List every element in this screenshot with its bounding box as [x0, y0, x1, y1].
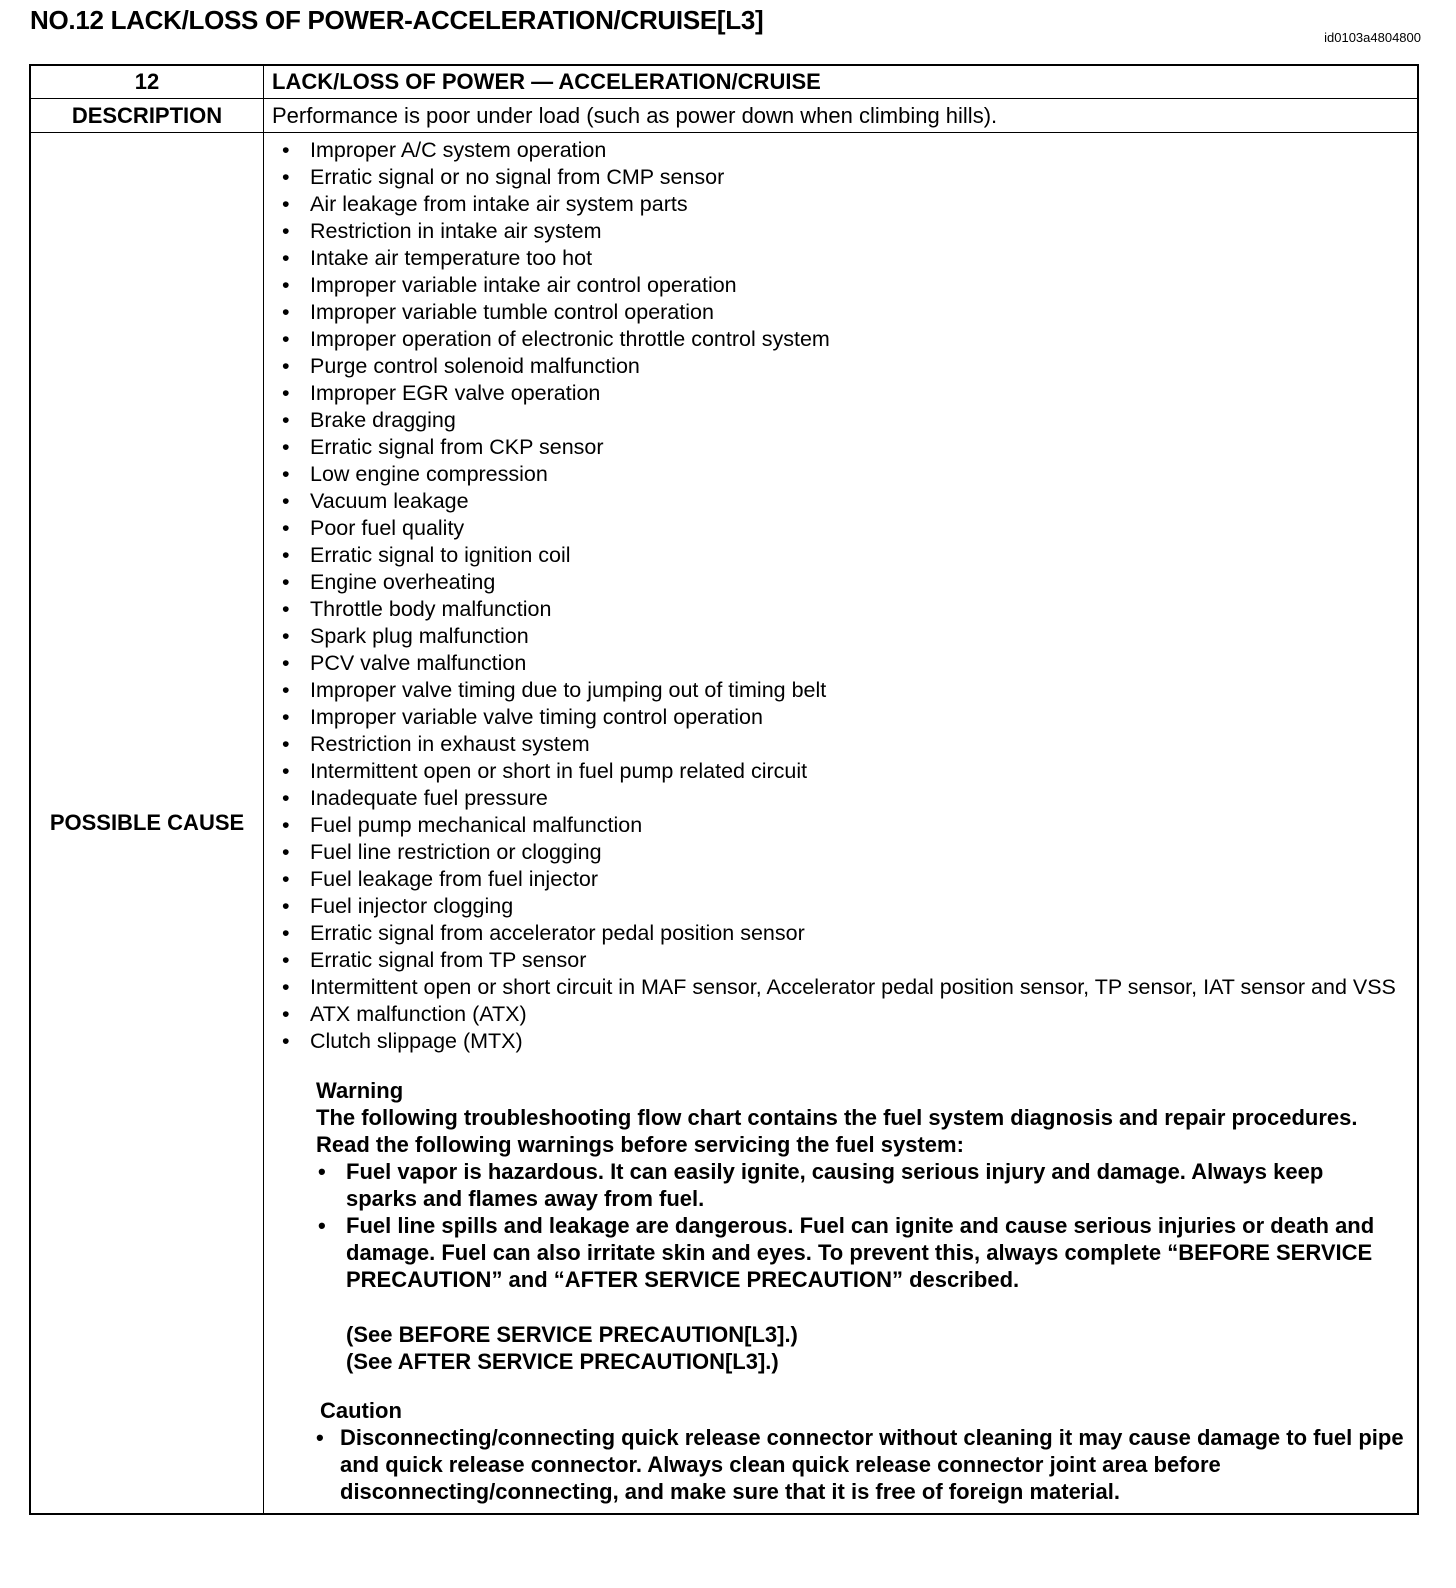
- list-item: • Low engine compression: [272, 461, 1397, 488]
- warning-list: [316, 1158, 1397, 1293]
- list-item: • Improper variable intake air control operation: [272, 272, 1397, 299]
- possible-cause-label: POSSIBLE CAUSE: [30, 133, 264, 1515]
- list-item: • Brake dragging: [272, 407, 1397, 434]
- list-item: • Spark plug malfunction: [272, 623, 1397, 650]
- list-item: • Poor fuel quality: [272, 515, 1397, 542]
- warning-intro: The following troubleshooting flow chart contains the fuel system diagnosis and repair procedures. Read the following warnings before servicing the fuel system:: [316, 1105, 1358, 1157]
- list-item: • Erratic signal to ignition coil: [272, 542, 1397, 569]
- list-item: • Erratic signal or no signal from CMP sensor: [272, 164, 1397, 191]
- list-item: • Erratic signal from accelerator pedal position sensor: [272, 920, 1397, 947]
- list-item: • Intake air temperature too hot: [272, 245, 1397, 272]
- page-title: NO.12 LACK/LOSS OF POWER-ACCELERATION/CRUISE[L3]: [30, 5, 764, 35]
- list-item: • Improper variable valve timing control operation: [272, 704, 1397, 731]
- see-references: [346, 1321, 1397, 1375]
- list-item: • Inadequate fuel pressure: [272, 785, 1397, 812]
- list-item: • Intermittent open or short in fuel pump related circuit: [272, 758, 1397, 785]
- list-item: • Fuel line restriction or clogging: [272, 839, 1397, 866]
- description-text: Performance is poor under load (such as power down when climbing hills).: [264, 99, 1419, 133]
- list-item: • Purge control solenoid malfunction: [272, 353, 1397, 380]
- list-item: • Fuel injector clogging: [272, 893, 1397, 920]
- description-row: [30, 99, 1418, 133]
- caution-block: [320, 1397, 1405, 1505]
- list-item: • Erratic signal from CKP sensor: [272, 434, 1397, 461]
- cause-list: [272, 133, 1417, 1055]
- symptom-title: LACK/LOSS OF POWER — ACCELERATION/CRUISE: [264, 65, 1419, 99]
- see-after-service-link[interactable]: (See AFTER SERVICE PRECAUTION[L3].): [346, 1349, 779, 1374]
- possible-cause-row: [30, 133, 1418, 1515]
- list-item: • Intermittent open or short circuit in MAF sensor, Accelerator pedal position sensor, TP sensor, IAT sensor and VSS: [272, 974, 1397, 1001]
- list-item: • Restriction in exhaust system: [272, 731, 1397, 758]
- list-item: • Clutch slippage (MTX): [272, 1028, 1397, 1055]
- caution-item: • Disconnecting/connecting quick release connector without cleaning it may cause damage to fuel pipe and quick release connector. Always clean quick release connector joint area before disconnecting/connecting, and make sure that it is free of foreign material.: [314, 1424, 1405, 1505]
- document-id: id0103a4804800: [1324, 30, 1421, 45]
- diagnostic-table: [29, 64, 1419, 1515]
- list-item: • Improper operation of electronic throttle control system: [272, 326, 1397, 353]
- see-before-service-link[interactable]: (See BEFORE SERVICE PRECAUTION[L3].): [346, 1322, 798, 1347]
- list-item: • Improper variable tumble control operation: [272, 299, 1397, 326]
- list-item: • Fuel pump mechanical malfunction: [272, 812, 1397, 839]
- list-item: • Vacuum leakage: [272, 488, 1397, 515]
- warning-heading: Warning: [316, 1078, 404, 1103]
- list-item: • Restriction in intake air system: [272, 218, 1397, 245]
- warning-item: • Fuel vapor is hazardous. It can easily ignite, causing serious injury and damage. Always keep sparks and flames away from fuel.: [316, 1158, 1397, 1212]
- caution-list: [314, 1424, 1405, 1505]
- list-item: • Erratic signal from TP sensor: [272, 947, 1397, 974]
- description-label: DESCRIPTION: [30, 99, 264, 133]
- list-item: • Improper valve timing due to jumping out of timing belt: [272, 677, 1397, 704]
- list-item: • Improper A/C system operation: [272, 137, 1397, 164]
- list-item: • Engine overheating: [272, 569, 1397, 596]
- list-item: • Air leakage from intake air system parts: [272, 191, 1397, 218]
- list-item: • Improper EGR valve operation: [272, 380, 1397, 407]
- list-item: • PCV valve malfunction: [272, 650, 1397, 677]
- possible-cause-content: [264, 133, 1419, 1515]
- list-item: • Throttle body malfunction: [272, 596, 1397, 623]
- table-header-row: [30, 65, 1418, 99]
- list-item: • ATX malfunction (ATX): [272, 1001, 1397, 1028]
- list-item: • Fuel leakage from fuel injector: [272, 866, 1397, 893]
- warning-block: [316, 1077, 1397, 1375]
- caution-heading: Caution: [320, 1398, 402, 1423]
- symptom-number: 12: [30, 65, 264, 99]
- warning-item: • Fuel line spills and leakage are dangerous. Fuel can ignite and cause serious injuries or death and damage. Fuel can also irritate skin and eyes. To prevent this, always complete “BEFORE SERVICE PRECAUTION” and “AFTER SERVICE PRECAUTION” described.: [316, 1212, 1397, 1293]
